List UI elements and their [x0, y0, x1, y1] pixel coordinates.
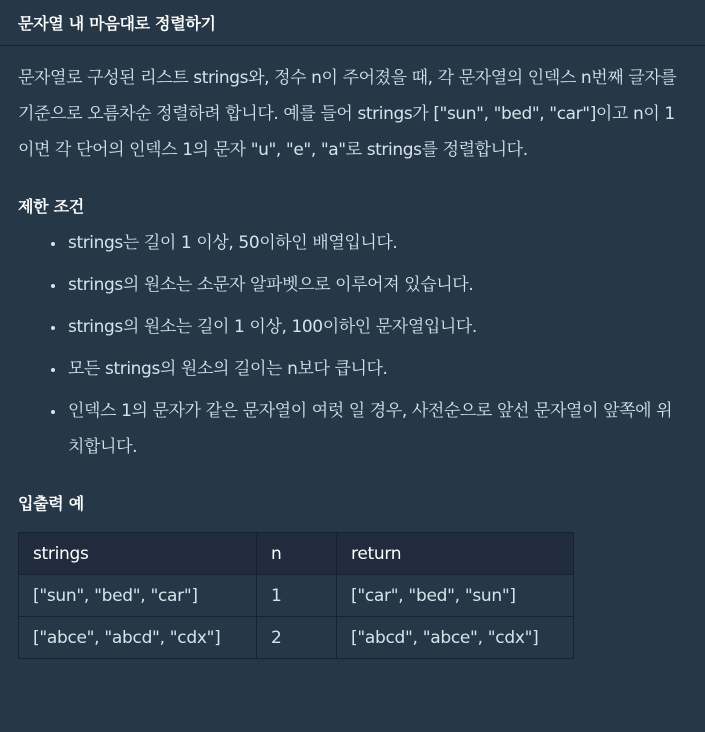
constraint-item: • 모든 strings의 원소의 길이는 n보다 큽니다. — [66, 351, 687, 387]
examples-table — [18, 532, 574, 659]
cell-strings: ["abce", "abcd", "cdx"] — [19, 617, 257, 659]
table-row — [19, 575, 574, 617]
table-row — [19, 617, 574, 659]
problem-title: 문자열 내 마음대로 정렬하기 — [18, 14, 216, 33]
constraint-item: • strings의 원소는 길이 1 이상, 100이하인 문자열입니다. — [66, 309, 687, 345]
cell-n: 2 — [257, 617, 337, 659]
constraints-list — [18, 225, 687, 465]
column-header-return: return — [337, 533, 574, 575]
constraints-title: 제한 조건 — [18, 197, 84, 216]
constraint-item: • 인덱스 1의 문자가 같은 문자열이 여럿 일 경우, 사전순으로 앞선 문자열이 앞쪽에 위치합니다. — [66, 393, 687, 465]
problem-description: 문자열로 구성된 리스트 strings와, 정수 n이 주어졌을 때, 각 문자열의 인덱스 n번째 글자를 기준으로 오름차순 정렬하려 합니다. 예를 들어 strings가 ["sun", "bed", "car"]이고 n이 1이면 각 단어의 인덱스 1의 문자 "u", "e", "a"로 strings를 정렬합니다. — [18, 68, 677, 160]
cell-n: 1 — [257, 575, 337, 617]
constraint-item: • strings는 길이 1 이상, 50이하인 배열입니다. — [66, 225, 687, 261]
column-header-n: n — [257, 533, 337, 575]
column-header-strings: strings — [19, 533, 257, 575]
table-header-row — [19, 533, 574, 575]
cell-strings: ["sun", "bed", "car"] — [19, 575, 257, 617]
examples-title: 입출력 예 — [18, 494, 84, 513]
constraint-item: • strings의 원소는 소문자 알파벳으로 이루어져 있습니다. — [66, 267, 687, 303]
cell-return: ["abcd", "abce", "cdx"] — [337, 617, 574, 659]
problem-content — [0, 46, 705, 659]
cell-return: ["car", "bed", "sun"] — [337, 575, 574, 617]
problem-header — [0, 0, 705, 46]
